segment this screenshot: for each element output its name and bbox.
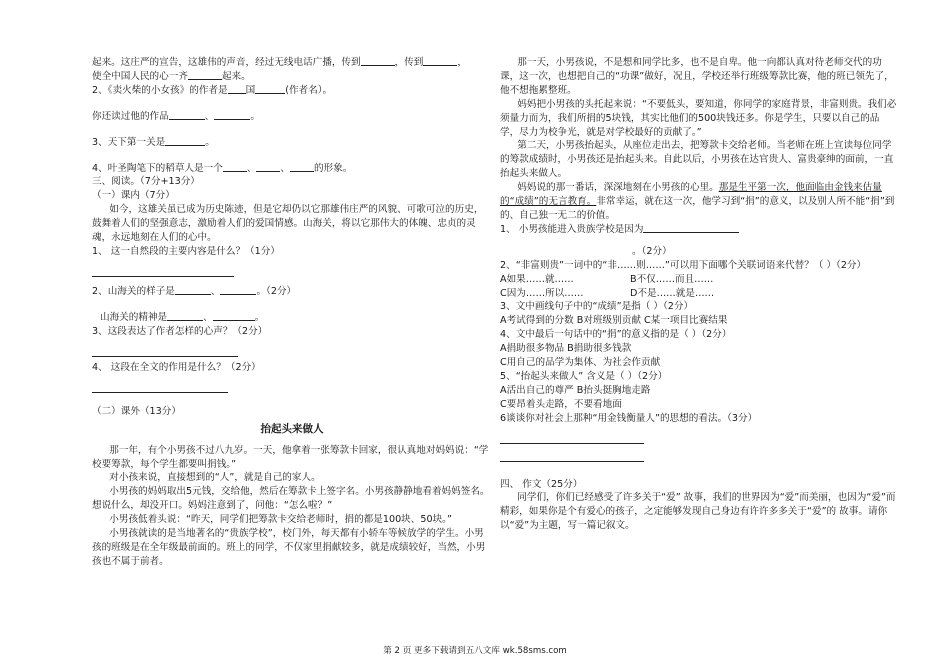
r-question-1-score: 。（2分）	[632, 245, 672, 257]
q2-text-c: (作者名）。	[285, 84, 333, 96]
composition-prompt: 同学们，你们已经感受了许多关于“爱” 故事，我们的世界因为“爱”而美丽，也因为“爱”而精彩，如果你是个有爱心的孩子，之定能够发现自己身边有许许多多关于“爱”的 故事。请你以“爱”为主题，写一篇记叙文。	[500, 492, 896, 532]
q4-sep: 、	[280, 162, 291, 174]
question-2b	[92, 311, 492, 325]
q3-end: 。	[205, 136, 215, 148]
text: 非常幸运，就在这一次，他学习到“捐”的意义，以及别人所不能“捐”到的、自己独一无二的价值。	[500, 196, 895, 221]
q2-text-b: 国	[245, 84, 256, 96]
section-heading: 三、阅读。（7分+13分）	[92, 176, 200, 188]
story-paragraph: 小男孩低着头说：“昨天，同学们把筹款卡交给老师时，捐的都是100块、50块。”	[109, 514, 452, 526]
q-end: 。	[254, 311, 265, 323]
story-paragraph: 小男孩的妈妈取出5元钱，交给他，然后在筹款卡上签字名。小男孩静静地看着妈妈签名。想说什么，却没开口。妈妈注意到了，问他：“怎么啦？”	[92, 486, 490, 512]
story-paragraph: 那一天，小男孩说，不是想和同学比多，也不是自卑。他一向都认真对待老师交代的功课，这一次，也想把自己的“功课”做好，况且，学校还举行班级筹款比赛，他的班已领先了，他不想拖累整班。	[500, 57, 894, 96]
blank	[213, 319, 255, 321]
question-3: 3、这段表达了作者怎样的心声？（2分）	[92, 325, 268, 337]
options	[500, 273, 898, 287]
blank	[167, 319, 203, 321]
blank	[290, 170, 314, 172]
question-2	[92, 285, 492, 299]
story-paragraph: 小男孩就读的是当地著名的“贵族学校”，校门外，每天都有小轿车等候放学的学生。小男孩的班级是在全年级最前面的。班上的同学，不仅家里捐献较多，就是成绩较好，当然，小男孩也不属于前者。	[92, 528, 486, 567]
story-paragraph: 妈妈把小男孩的头托起来说：“不要低头，要知道，你同学的家庭背景，非富则贵。我们必须量力而为，我们所捐的5块钱，其实比他们的500块钱还多。你是学生，只要以自己的品学，尽力为校争光，就是对学校最好的贡献了。”	[500, 98, 897, 138]
fill-q1	[92, 56, 492, 70]
blank	[423, 64, 457, 66]
r-question-4: 4、文中最后一句话中的“捐”的意义指的是（ ）（2分）	[500, 329, 732, 341]
fill-q1-line2	[92, 70, 492, 84]
option: A如果……就……	[500, 273, 574, 285]
q4-text-b: 的形象。	[314, 162, 353, 174]
story-paragraph: 对小孩来说，直接想到的“人”，就是自己的家人。	[109, 472, 321, 484]
fill-q2	[92, 84, 492, 98]
blank	[256, 170, 280, 172]
right-column	[500, 56, 898, 533]
r-question-2: 2、“非富则贵”一词中的“非……则……”可以用下面哪个关联词语来代替？（ ）（2分）	[500, 259, 867, 271]
q2-text-a: 2、《卖火柴的小女孩》的作者是	[92, 84, 228, 96]
blank	[223, 170, 247, 172]
blank	[175, 293, 211, 295]
q-sep: 、	[210, 285, 221, 297]
options: A捐助很多物品 B捐助很多钱款	[500, 343, 632, 355]
blank	[220, 293, 256, 295]
story-paragraph: 第二天，小男孩抬起头，从座位走出去，把筹款卡交给老师。当老师在班上宣读每位同学的筹款成绩时，小男孩还是抬起头来。自此以后，小男孩在达官贵人、富贵豪绅的面前，一直抬起头来做人。	[500, 140, 894, 180]
option: C因为……所以……	[500, 287, 584, 299]
q-end: 。（2分）	[256, 285, 297, 297]
q3-text: 3、天下第一关是	[92, 136, 166, 148]
r-question-1	[500, 223, 898, 237]
question-4: 4、 这段在全文的作用是什么？（2分）	[92, 361, 261, 373]
options	[500, 287, 898, 301]
options: A考试得到的分数 B对班级别贡献 C某一项目比赛结果	[500, 315, 728, 327]
blank	[228, 92, 246, 94]
composition-heading: 四、 作文（25分）	[500, 478, 583, 490]
q1-text-end: ，	[457, 57, 467, 68]
subsection-heading: （二）课外（13分）	[92, 405, 181, 417]
blank	[255, 92, 285, 94]
options: A活出自己的尊严 B抬头挺胸地走路	[500, 384, 651, 396]
options: C用自己的品学为集体、为社会作贡献	[500, 357, 661, 369]
q1-text-mid: ，传到	[394, 57, 424, 68]
option: D不是……就是……	[630, 287, 715, 299]
blank	[214, 118, 250, 120]
blank	[643, 231, 739, 233]
q2b-end: 。	[250, 110, 260, 122]
options: C要昂着头走路，不要看地面	[500, 398, 622, 410]
story-paragraph: 那一年，有个小男孩不过八九岁。一天，他拿着一张筹款卡回家，很认真地对妈妈说：“学校要筹款，每个学生都要叫捐钱。”	[92, 444, 489, 470]
fill-q4	[92, 162, 492, 176]
q-sep: 、	[203, 311, 213, 323]
blank	[165, 144, 205, 146]
story-paragraph-last	[500, 181, 898, 223]
page-footer: 第 2 页 更多下载请到五八文库 wk.58sms.com	[383, 646, 567, 656]
q4-text-a: 4、叶圣陶笔下的稻草人是一个	[92, 162, 223, 174]
q2b-sep: 、	[204, 110, 215, 122]
blank	[188, 78, 222, 80]
r-question-6: 6谈谈你对社会上那种“用金钱衡量人”的思想的看法。（3分）	[500, 412, 758, 424]
left-column	[92, 56, 492, 569]
question-1: 1、 这一自然段的主要内容是什么？（1分）	[92, 245, 280, 257]
q4-sep: 、	[246, 162, 257, 174]
r-question-3: 3、文中画线句子中的“成绩”是指（ ）（2分）	[500, 301, 694, 313]
fill-q3	[92, 136, 492, 150]
text: 妈妈说的那一番话，深深地刻在小男孩的心里。	[517, 182, 719, 194]
subsection-heading: （一）课内（7分）	[92, 190, 175, 202]
q1-text: 起来。这庄严的宣告，这雄伟的声音，经过无线电话广播，传到	[92, 57, 361, 68]
underlined-sentence: 那是生平第一次，他面临由金钱来估量的“成绩”的无言教育。	[500, 182, 882, 208]
q-text: 1、 小男孩能进入贵族学校是因为	[500, 223, 644, 235]
fill-q2b	[92, 110, 492, 124]
q1-text-l2b: 起来。	[221, 70, 251, 82]
q-text: 山海关的精神是	[100, 311, 168, 323]
blank	[169, 118, 205, 120]
q1-text-l2a: 使全中国人民的心一齐	[92, 70, 188, 82]
story-title: 抬起头来做人	[260, 423, 324, 436]
passage-paragraph: 如今，这雄关虽已成为历史陈迹，但是它却仍以它那雄伟庄严的风貌、可歌可泣的历史，鼓舞着人们的坚强意志，激励着人们的爱国情感。山海关，将以它那伟大的体魄、忠贞的灵魂，永远地刻在人们的心中。	[92, 204, 484, 244]
q2b-text: 你还读过他的作品	[92, 110, 169, 122]
r-question-5: 5、“抬起头来做人” 含义是（ ）（2分）	[500, 370, 668, 382]
blank	[361, 64, 395, 66]
option: B不仅……而且……	[630, 273, 714, 285]
q-text: 2、山海关的样子是	[92, 285, 175, 297]
